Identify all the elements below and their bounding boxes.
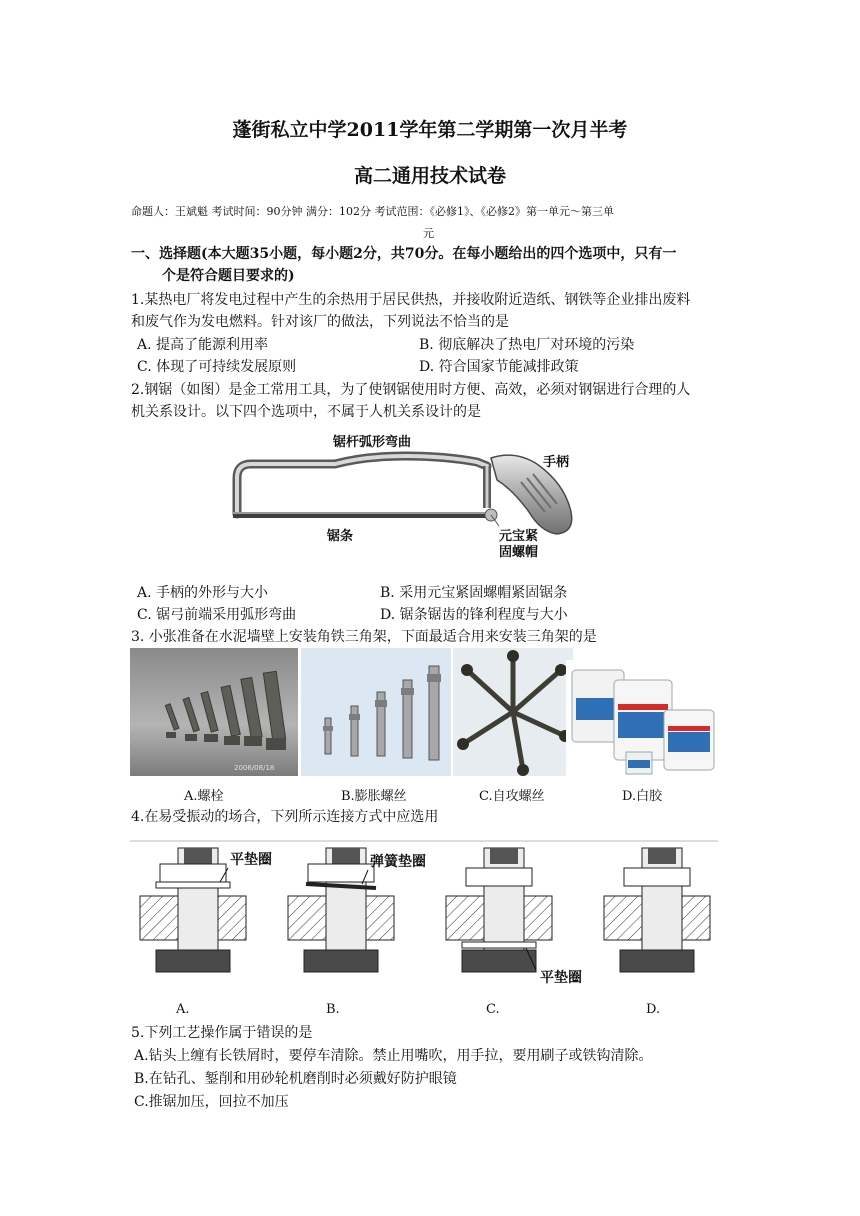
label-flat-washer-c: 平垫圈 bbox=[540, 970, 582, 986]
section-heading-cont: 个是符合题目要求的) bbox=[162, 268, 295, 284]
q1-option-a: A. 提高了能源利用率 bbox=[137, 337, 269, 353]
q1-stem-cont: 和废气作为发电燃料。针对该厂的做法，下列说法不恰当的是 bbox=[131, 314, 509, 330]
q5-option-c: C.推锯加压，回拉不加压 bbox=[134, 1094, 289, 1110]
photo-self-tapping-screws bbox=[453, 648, 573, 776]
q5-option-b: B.在钻孔、錾削和用砂轮机磨削时必须戴好防护眼镜 bbox=[134, 1071, 457, 1087]
exam-meta-cont: 元 bbox=[423, 227, 434, 240]
label-spring-washer: 弹簧垫圈 bbox=[370, 854, 426, 870]
q4-stem: 4.在易受振动的场合，下列所示连接方式中应选用 bbox=[131, 809, 439, 825]
q5-stem: 5.下列工艺操作属于错误的是 bbox=[131, 1025, 313, 1041]
q2-option-a: A. 手柄的外形与大小 bbox=[137, 585, 269, 601]
label-nut-1: 元宝紧 bbox=[499, 529, 539, 544]
q4-option-a: A. bbox=[176, 1002, 190, 1017]
photo-expansion-bolts bbox=[301, 648, 451, 776]
q2-option-b: B. 采用元宝紧固螺帽紧固锯条 bbox=[380, 585, 568, 601]
q1-option-d: D. 符合国家节能减排政策 bbox=[419, 359, 579, 375]
q3-option-c: C.自攻螺丝 bbox=[479, 789, 545, 804]
assembly-d bbox=[604, 848, 710, 972]
assembly-c bbox=[446, 848, 582, 986]
washer-diagram bbox=[130, 838, 720, 998]
assembly-a bbox=[140, 848, 272, 972]
q3-option-d: D.白胶 bbox=[622, 789, 663, 804]
q4-option-b: B. bbox=[326, 1002, 340, 1017]
label-blade: 锯条 bbox=[327, 529, 354, 544]
exam-subtitle: 高二通用技术试卷 bbox=[353, 165, 506, 187]
photo-date: 2006/08/18 bbox=[234, 764, 275, 772]
q2-option-d: D. 锯条锯齿的锋利程度与大小 bbox=[380, 607, 568, 623]
q3-option-b: B.膨胀螺丝 bbox=[341, 789, 407, 804]
q1-option-b: B. 彻底解决了热电厂对环境的污染 bbox=[419, 337, 635, 353]
label-flat-washer-a: 平垫圈 bbox=[230, 852, 272, 868]
label-nut-2: 固螺帽 bbox=[499, 545, 539, 560]
q3-option-a: A.螺栓 bbox=[184, 789, 224, 804]
hacksaw-figure bbox=[215, 428, 585, 563]
section-heading: 一、选择题(本大题35小题，每小题2分，共70分。在每小题给出的四个选项中，只有一 bbox=[131, 246, 677, 262]
q1-option-c: C. 体现了可持续发展原则 bbox=[137, 359, 297, 375]
q4-option-d: D. bbox=[646, 1002, 661, 1017]
q2-stem: 2.钢锯（如图）是金工常用工具，为了使钢锯使用时方便、高效，必须对钢锯进行合理的人 bbox=[131, 382, 691, 398]
exam-meta: 命题人：王斌魁 考试时间：90分钟 满分：102分 考试范围：《必修1》、《必修2》第一单元～第三单 bbox=[131, 205, 614, 218]
q4-option-c: C. bbox=[486, 1002, 500, 1017]
label-arc: 锯杆弧形弯曲 bbox=[333, 435, 412, 450]
q5-option-a: A.钻头上缠有长铁屑时，要停车清除。禁止用嘴吹，用手拉，要用刷子或铁钩清除。 bbox=[134, 1048, 653, 1064]
photo-bolts bbox=[130, 648, 298, 776]
q2-stem-cont: 机关系设计。以下四个选项中，不属于人机关系设计的是 bbox=[131, 404, 481, 420]
q3-stem: 3. 小张准备在水泥墙壁上安装角铁三角架，下面最适合用来安装三角架的是 bbox=[131, 629, 597, 645]
q2-option-c: C. 锯弓前端采用弧形弯曲 bbox=[137, 607, 297, 623]
exam-title: 蓬街私立中学2011学年第二学期第一次月半考 bbox=[232, 119, 628, 141]
assembly-b bbox=[288, 848, 426, 972]
q1-stem: 1.某热电厂将发电过程中产生的余热用于居民供热，并接收附近造纸、钢铁等企业排出废料 bbox=[131, 292, 691, 308]
label-handle: 手柄 bbox=[543, 455, 570, 470]
photo-white-glue bbox=[566, 660, 718, 778]
